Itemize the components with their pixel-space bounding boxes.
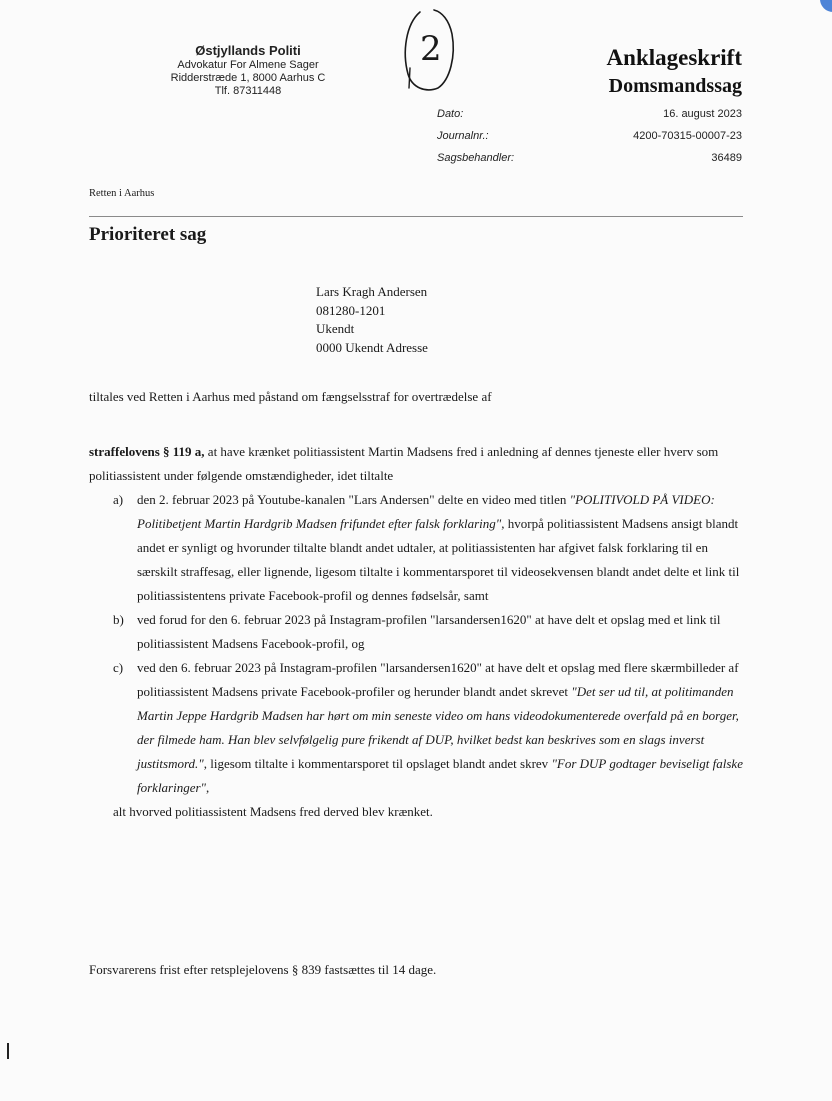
meta-row-caseworker bbox=[437, 152, 742, 174]
charge-closing: alt hvorved politiassistent Madsens fred derved blev krænket. bbox=[113, 804, 433, 819]
handwritten-page-number bbox=[400, 8, 458, 94]
meta-label: Dato: bbox=[437, 108, 464, 120]
corner-badge bbox=[820, 0, 832, 12]
item-text-cont: , hvorpå politiassistent Madsens ansigt blandt andet er synligt og hvorunder tiltalte blandt andet udtaler, at politiassistenten har afgivet falsk forklaring til en særskilt straffesag, eller lignende, ligesom tiltalte i kommentarsporet til videosekvensen blandt andet delte et link til politiassistentens private Facebook-profil og dennes fødselsår, samt bbox=[137, 516, 740, 603]
item-marker: b) bbox=[113, 612, 124, 627]
meta-label: Sagsbehandler: bbox=[437, 152, 515, 164]
court-name: Retten i Aarhus bbox=[89, 188, 155, 199]
item-text-end: , bbox=[206, 780, 210, 795]
meta-value: 16. august 2023 bbox=[663, 108, 742, 120]
item-marker: c) bbox=[113, 660, 124, 675]
item-quote-2: "For DUP godtager beviseligt falske forklaringer" bbox=[137, 756, 743, 795]
document-title: Anklageskrift bbox=[606, 45, 742, 70]
scan-artifact bbox=[7, 1043, 9, 1059]
priority-heading: Prioriteret sag bbox=[89, 224, 207, 245]
defendant-address: 0000 Ukendt Adresse bbox=[316, 339, 428, 355]
charge-items bbox=[89, 488, 749, 800]
document-subtitle: Domsmandssag bbox=[608, 75, 742, 97]
case-meta bbox=[437, 108, 742, 174]
handwritten-digit: 2 bbox=[420, 29, 442, 69]
document-heading bbox=[607, 44, 742, 100]
charge-item-a bbox=[89, 488, 749, 608]
defendant-cpr: 081280-1201 bbox=[316, 302, 386, 318]
defendant-block bbox=[316, 283, 428, 357]
meta-value: 4200-70315-00007-23 bbox=[633, 130, 742, 142]
item-text: ved den 6. februar 2023 på Instagram-profilen "larsandersen1620" at have delt et opslag med flere skærmbilleder af politiassistent Madsens private Facebook-profiler og herunder blandt andet skrevet bbox=[137, 660, 739, 699]
charge-item-b bbox=[89, 608, 749, 656]
charge-intro: tiltales ved Retten i Aarhus med påstand om fængselsstraf for overtrædelse af bbox=[89, 389, 492, 404]
sender-address: Ridderstræde 1, 8000 Aarhus C bbox=[170, 72, 326, 84]
meta-row-journal bbox=[437, 130, 742, 152]
item-quote: "POLITIVOLD PÅ VIDEO: Politibetjent Martin Hardgrib Madsen frifundet efter falsk forklaring" bbox=[137, 492, 715, 531]
item-quote: "Det ser ud til, at politimanden Martin Jeppe Hardgrib Madsen har hørt om min seneste video om hans videodokumenterede overfald på en borger, der filmede ham. Han blev selvfølgelig pure frikendt af DUP, hvilket bedst kan beskrives som en slags inverst justitsmord." bbox=[137, 684, 739, 771]
item-marker: a) bbox=[113, 492, 124, 507]
defendant-status: Ukendt bbox=[316, 321, 355, 336]
sender-org: Østjyllands Politi bbox=[195, 43, 301, 58]
item-text: ved forud for den 6. februar 2023 på Instagram-profilen "larsandersen1620" at have delt et opslag med et link til politiassistent Madsens Facebook-profil, og bbox=[137, 612, 721, 651]
meta-row-date bbox=[437, 108, 742, 130]
meta-value: 36489 bbox=[711, 152, 742, 164]
charge-paragraph bbox=[89, 440, 749, 824]
charge-text: at have krænket politiassistent Martin Madsens fred i anledning af dennes tjeneste eller hverv som politiassistent under følgende omstændigheder, idet tiltalte bbox=[89, 444, 719, 483]
item-text: den 2. februar 2023 på Youtube-kanalen "Lars Andersen" delte en video med titlen bbox=[137, 492, 570, 507]
charge-item-c bbox=[89, 656, 749, 800]
sender-phone: Tlf. 87311448 bbox=[214, 85, 282, 97]
item-text-cont: , ligesom tiltalte i kommentarsporet til opslaget blandt andet skrev bbox=[203, 756, 552, 771]
divider bbox=[89, 216, 743, 217]
statute-reference: straffelovens § 119 a, bbox=[89, 444, 205, 459]
charge-lead bbox=[89, 440, 749, 488]
meta-label: Journalnr.: bbox=[437, 130, 489, 142]
defendant-name: Lars Kragh Andersen bbox=[316, 284, 428, 299]
defense-deadline: Forsvarerens frist efter retsplejelovens § 839 fastsættes til 14 dage. bbox=[89, 962, 437, 977]
sender-block bbox=[150, 42, 346, 98]
sender-dept: Advokatur For Almene Sager bbox=[177, 59, 319, 71]
